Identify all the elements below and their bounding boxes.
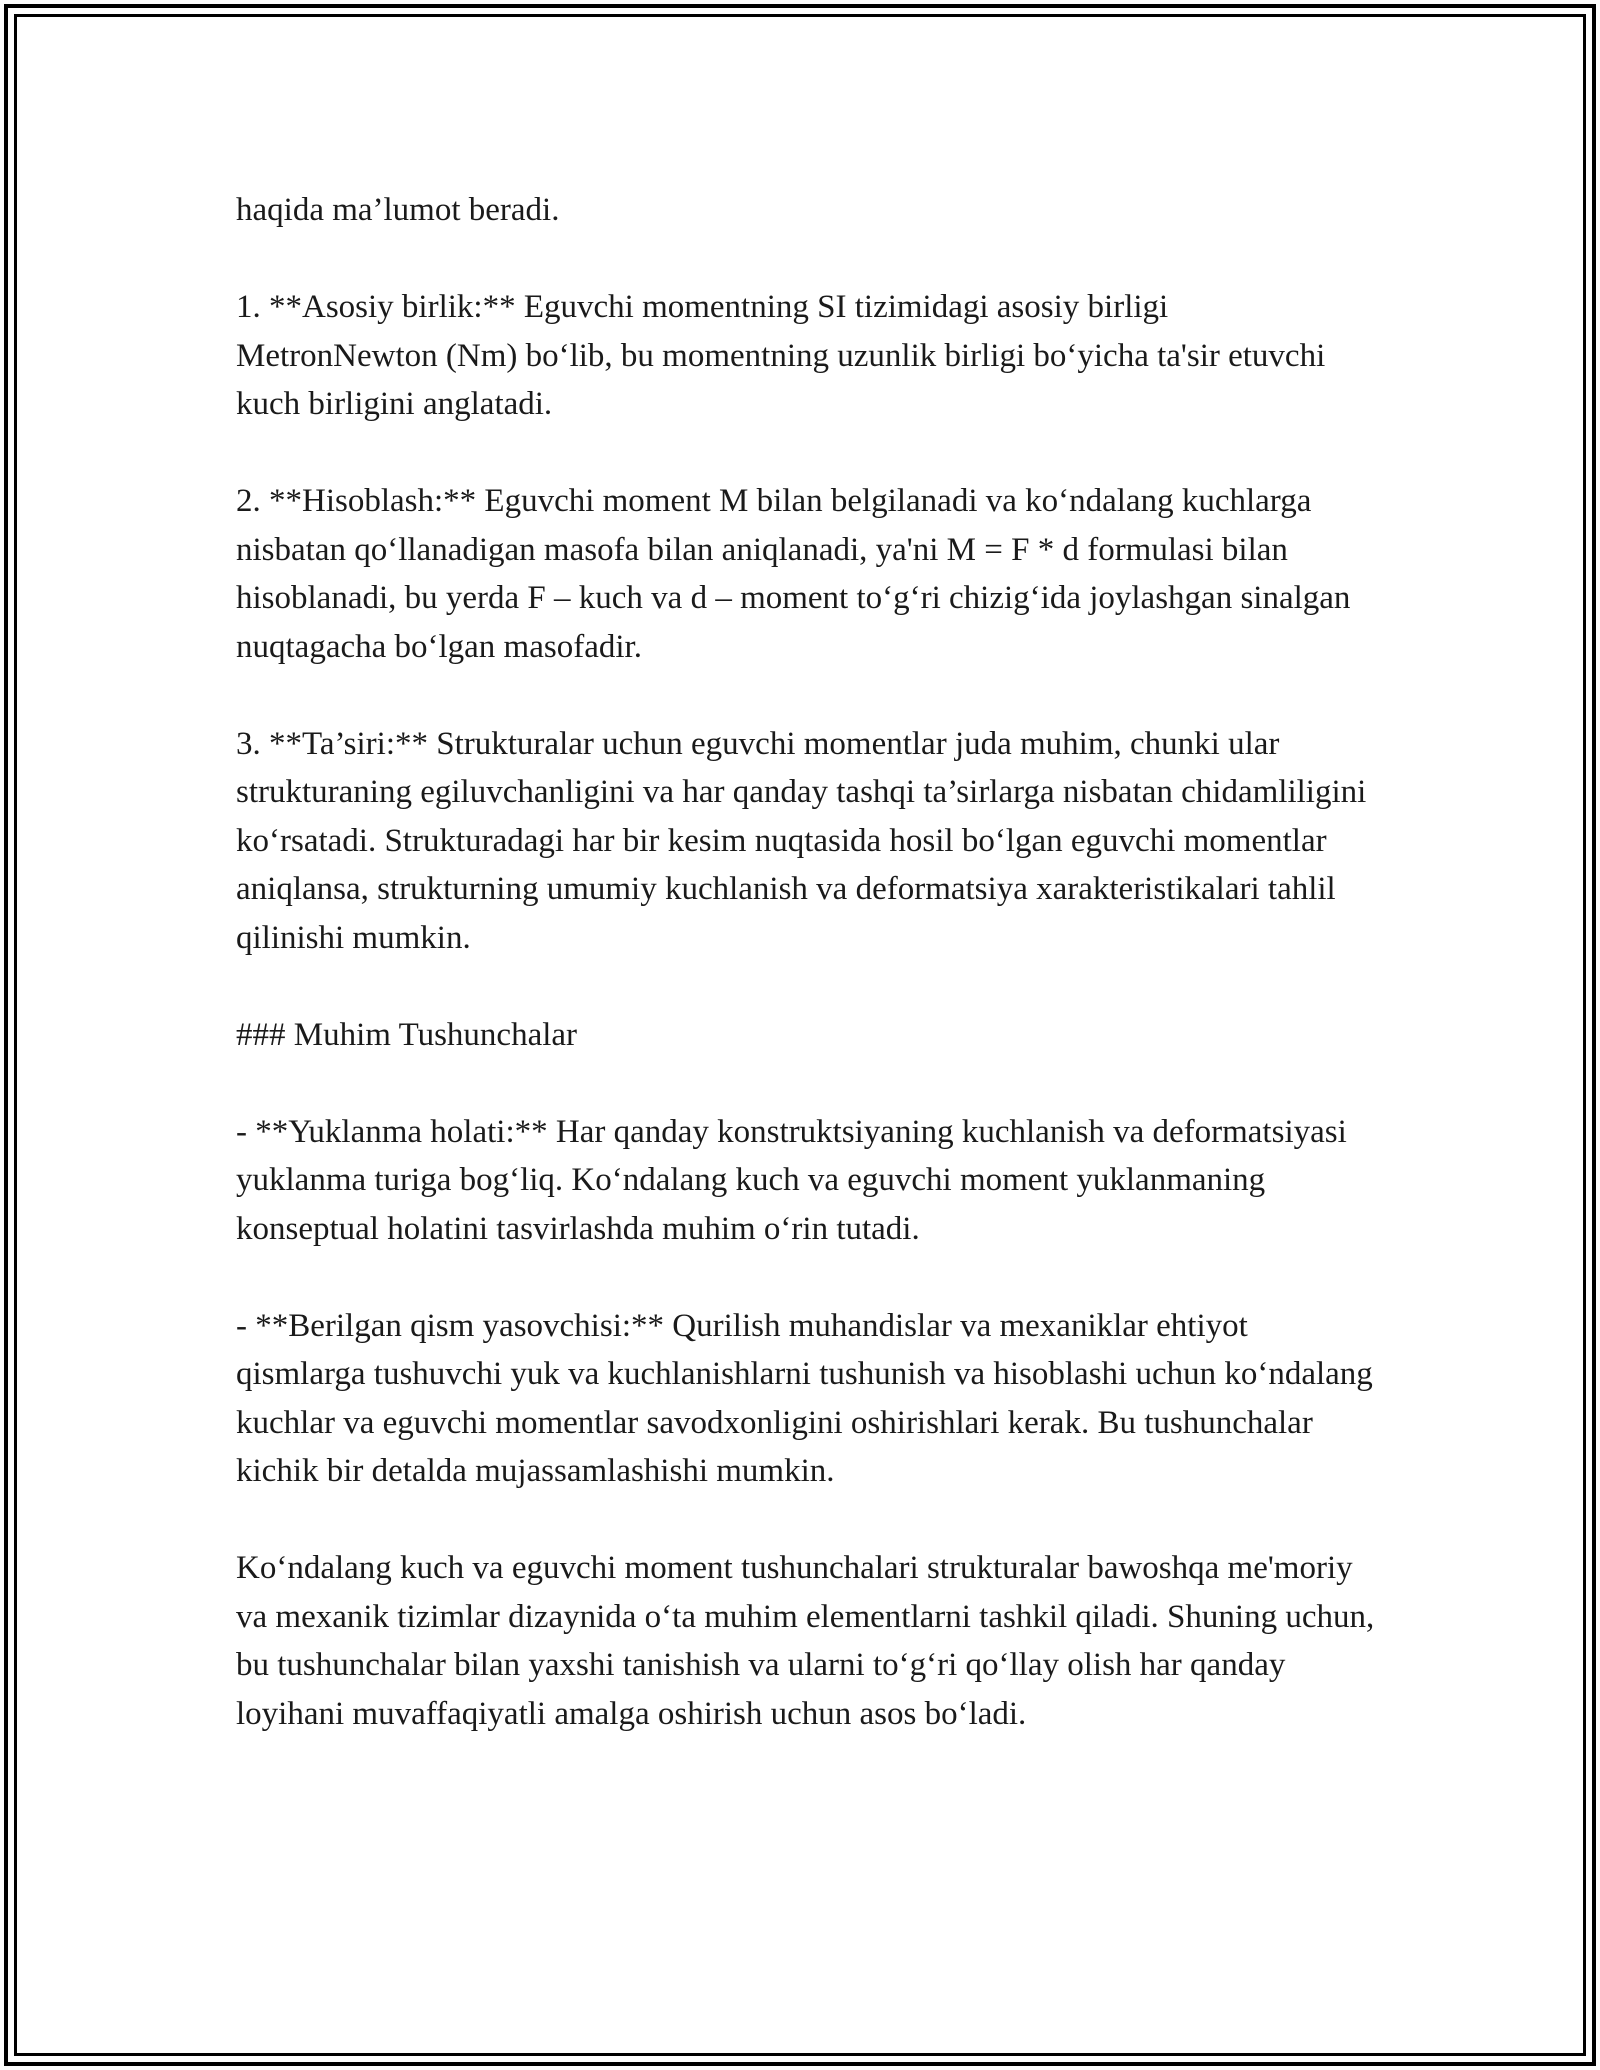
paragraph-conclusion: Ko‘ndalang kuch va eguvchi moment tushunchalari strukturalar bawoshqa me'moriy va mexanik tizimlar dizaynida o‘ta muhim elementlarni tashkil qiladi. Shuning uchun, bu tushunchalar bilan yaxshi tanishish va ularni to‘g‘ri qo‘llay olish har qanday loyihani muvaffaqiyatli amalga oshirish uchun asos bo‘ladi. xyxy=(236,1550,1375,1732)
document-body xyxy=(236,186,1376,1738)
list-item-asosiy-birlik: 1. **Asosiy birlik:** Eguvchi momentning SI tizimidagi asosiy birligi MetronNewton (Nm) bo‘lib, bu momentning uzunlik birligi bo‘yicha ta'sir etuvchi kuch birligini anglatadi. xyxy=(236,289,1326,422)
bullet-berilgan-qism: - **Berilgan qism yasovchisi:** Qurilish muhandislar va mexaniklar ehtiyot qismlarga tushuvchi yuk va kuchlanishlarni tushunish va hisoblashi uchun ko‘ndalang kuchlar va eguvchi momentlar savodxonligini oshirishlari kerak. Bu tushunchalar kichik bir detalda mujassamlashishi mumkin. xyxy=(236,1307,1373,1489)
list-item-tasiri: 3. **Ta’siri:** Strukturalar uchun eguvchi momentlar juda muhim, chunki ular strukturaning egiluvchanligini va har qanday tashqi ta’sirlarga nisbatan chidamliligini ko‘rsatadi. Strukturadagi har bir kesim nuqtasida hosil bo‘lgan eguvchi momentlar aniqlansa, strukturning umumiy kuchlanish va deformatsiya xarakteristikalari tahlil qilinishi mumkin. xyxy=(236,725,1367,956)
section-heading: ### Muhim Tushunchalar xyxy=(236,1016,578,1053)
list-item-hisoblash: 2. **Hisoblash:** Eguvchi moment M bilan belgilanadi va ko‘ndalang kuchlarga nisbatan qo‘llanadigan masofa bilan aniqlanadi, ya'ni M = F * d formulasi bilan hisoblanadi, bu yerda F – kuch va d – moment to‘g‘ri chizig‘ida joylashgan sinalgan nuqtagacha bo‘lgan masofadir. xyxy=(236,483,1351,665)
bullet-yuklanma-holati: - **Yuklanma holati:** Har qanday konstruktsiyaning kuchlanish va deformatsiyasi yuklanma turiga bog‘liq. Ko‘ndalang kuch va eguvchi moment yuklanmaning konseptual holatini tasvirlashda muhim o‘rin tutadi. xyxy=(236,1113,1347,1247)
paragraph-intro-continuation: haqida ma’lumot beradi. xyxy=(236,192,560,228)
